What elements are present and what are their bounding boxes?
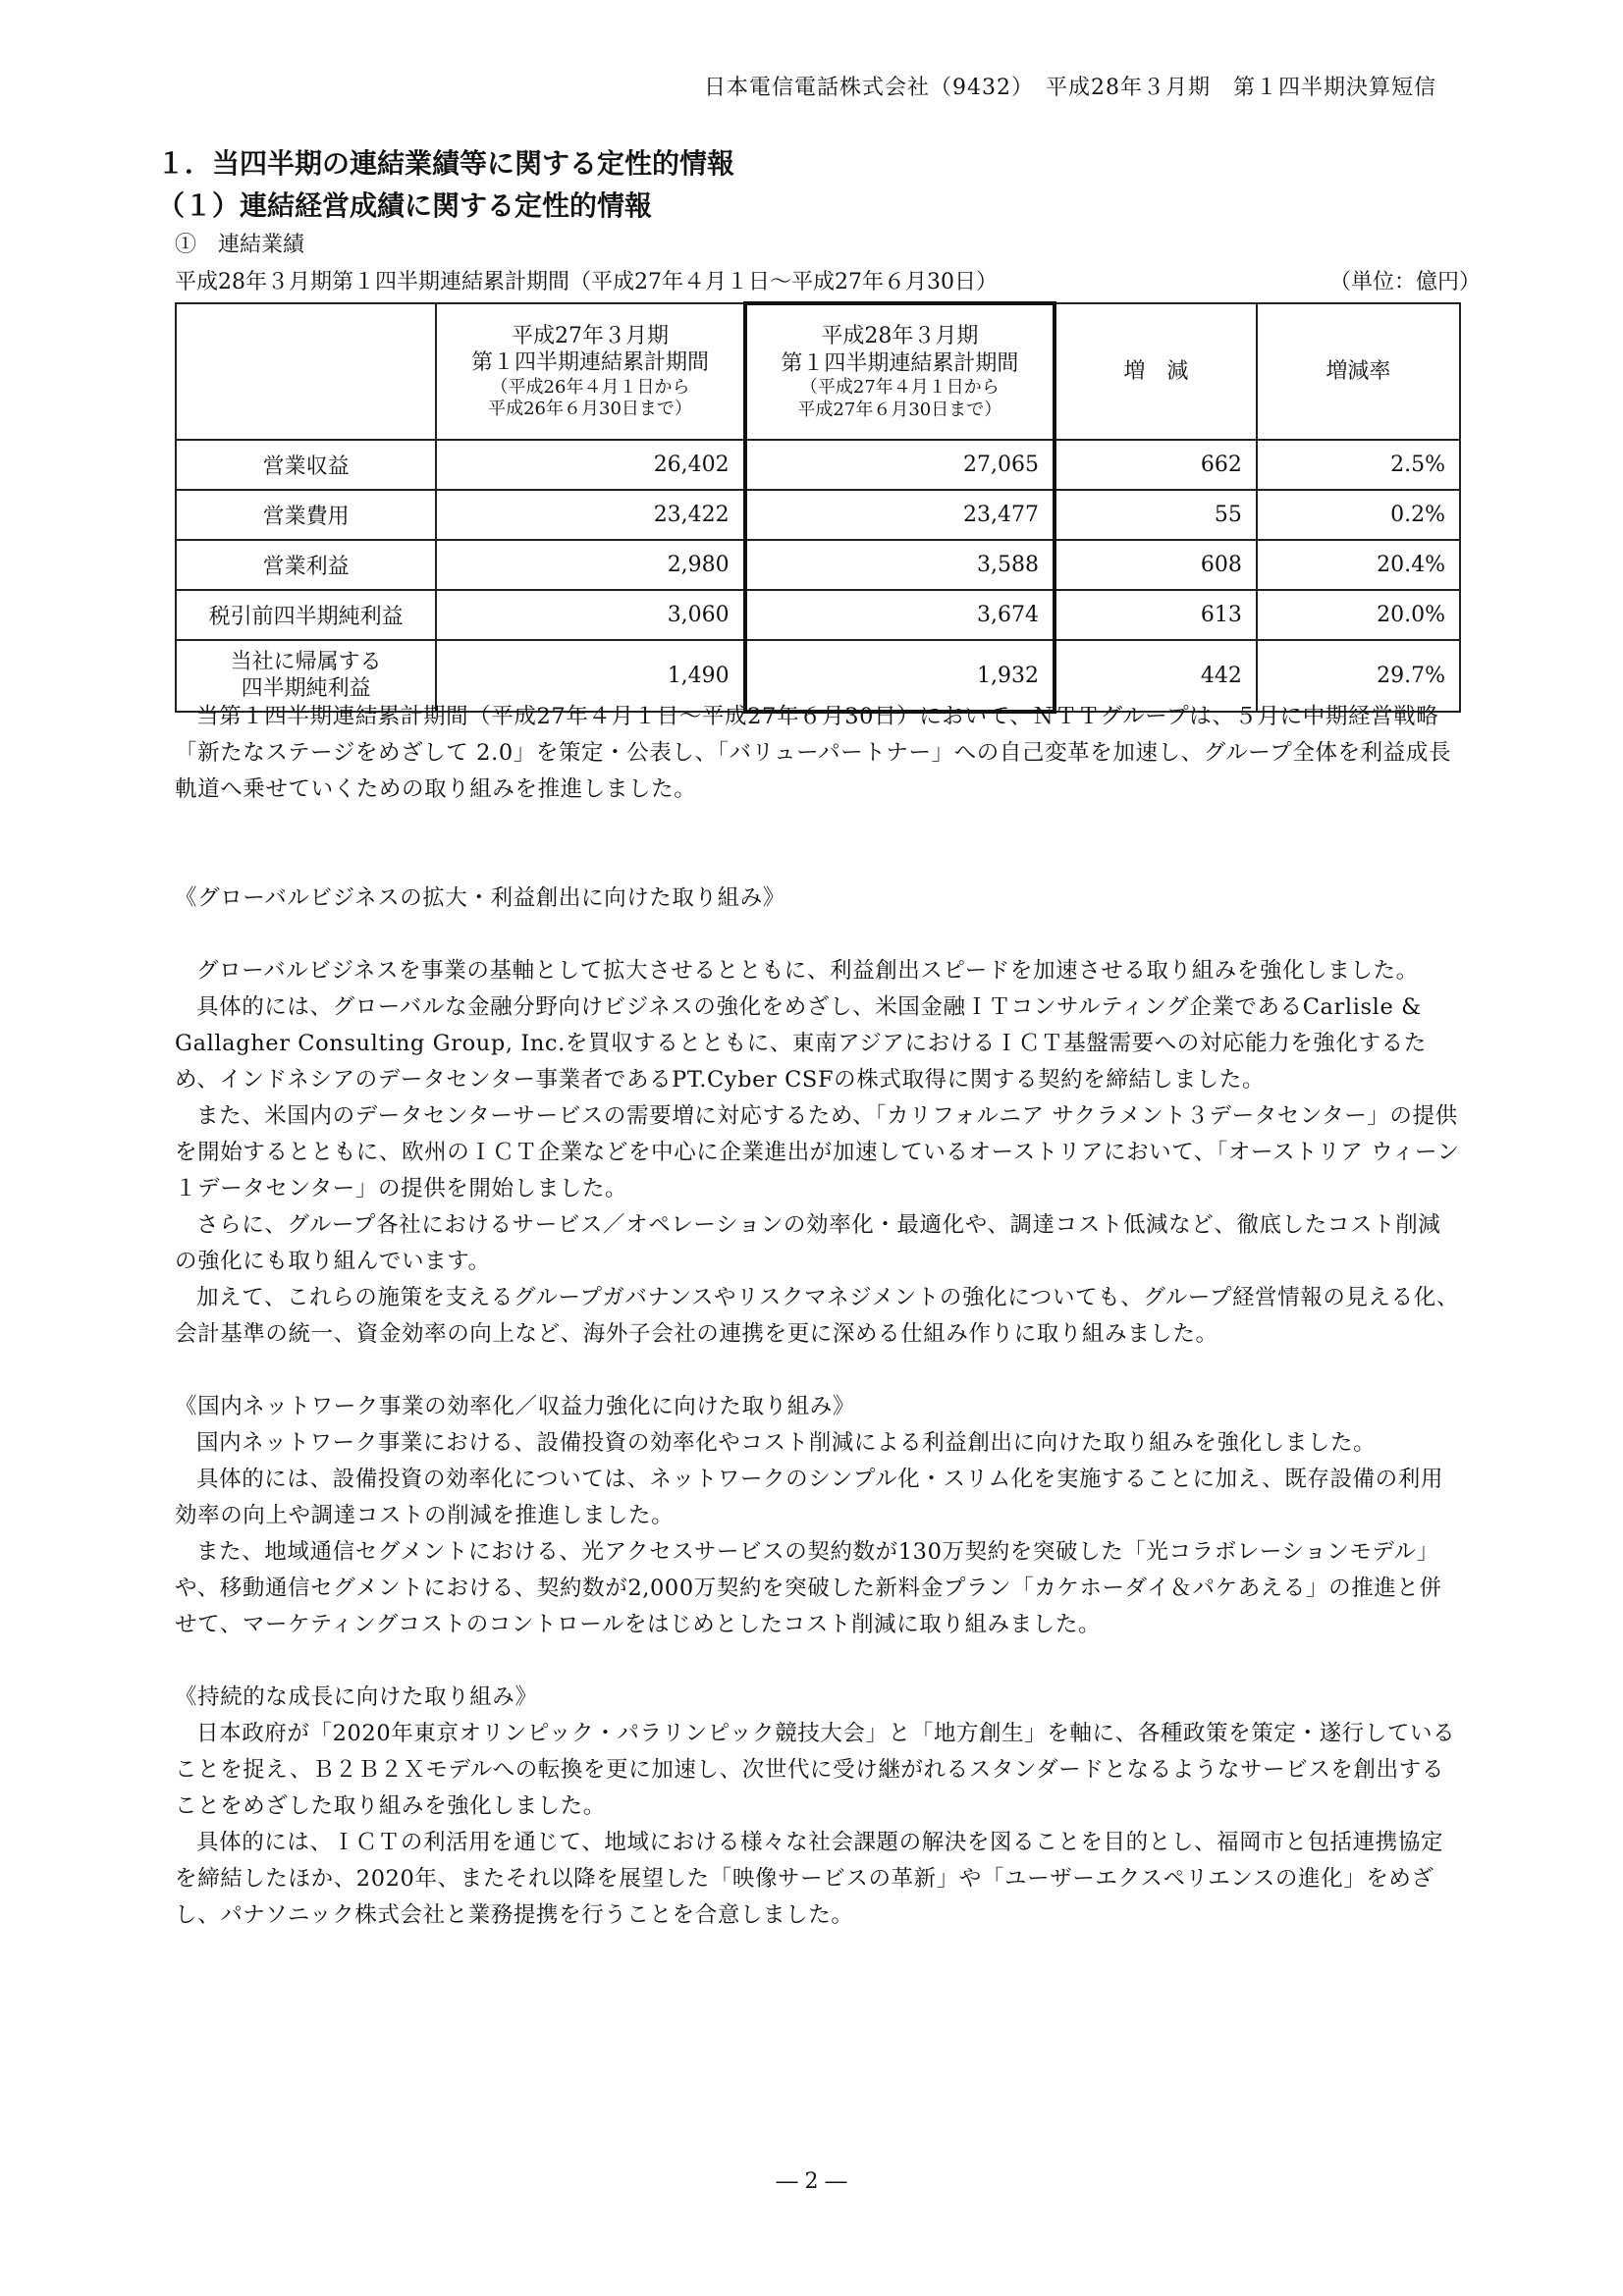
cell-curr: 3,588 — [745, 540, 1055, 590]
cell-rate: 20.4% — [1257, 540, 1460, 590]
cell-curr: 23,477 — [745, 490, 1055, 540]
row-label-line2: 四半期純利益 — [241, 675, 371, 701]
paragraph: 具体的には、設備投資の効率化については、ネットワークのシンプル化・スリム化を実施することに加え、既存設備の利用効率の向上や調達コストの削減を推進しました。 — [175, 1467, 1443, 1528]
header-curr-line4: 平成27年６月30日まで） — [797, 399, 1002, 420]
unit-label: （単位：億円） — [1328, 270, 1481, 294]
results-table — [175, 301, 1461, 714]
header-prev-period — [436, 303, 744, 440]
cell-prev: 1,490 — [436, 640, 744, 712]
header-curr-period — [745, 303, 1055, 440]
period-label: 平成28年３月期第１四半期連結累計期間（平成27年４月１日～平成27年６月30日） — [175, 270, 998, 294]
cell-curr: 27,065 — [745, 440, 1055, 490]
cell-rate: 2.5% — [1257, 440, 1460, 490]
body-text — [175, 699, 1461, 1934]
header-diff: 増 減 — [1055, 303, 1257, 440]
row-label: 営業利益 — [176, 540, 436, 590]
cell-curr: 3,674 — [745, 590, 1055, 640]
header-curr-line2: 第１四半期連結累計期間 — [781, 350, 1019, 376]
section-title: 《国内ネットワーク事業の効率化／収益力強化に向けた取り組み》 — [175, 1394, 856, 1419]
row-label: 税引前四半期純利益 — [176, 590, 436, 640]
row-label: 営業収益 — [176, 440, 436, 490]
cell-diff: 613 — [1055, 590, 1257, 640]
table-row — [176, 440, 1460, 490]
paragraph: 具体的には、ＩＣＴの利活用を通じて、地域における様々な社会課題の解決を図ることを目的とし、福岡市と包括連携協定を締結したほか、2020年、またそれ以降を展望した「映像サービスの革新」や「ユーザーエクスペリエンスの進化」をめざし、パナソニック株式会社と業務提携を行うことを合意しました。 — [175, 1830, 1444, 1928]
cell-prev: 3,060 — [436, 590, 744, 640]
cell-prev: 2,980 — [436, 540, 744, 590]
cell-diff: 442 — [1055, 640, 1257, 712]
table-row — [176, 490, 1460, 540]
header-prev-line2: 第１四半期連結累計期間 — [471, 350, 710, 375]
paragraph: また、米国内のデータセンターサービスの需要増に対応するため、「カリフォルニア サクラメント３データセンター」の提供を開始するとともに、欧州のＩＣＴ企業などを中心に企業進出が加速しているオーストリアにおいて、「オーストリア ウィーン１データセンター」の提供を開始しました。 — [175, 1103, 1460, 1201]
header-prev-line3: （平成26年４月１日から — [490, 376, 690, 398]
paragraph: また、地域通信セグメントにおける、光アクセスサービスの契約数が130万契約を突破した「光コラボレーションモデル」や、移動通信セグメントにおける、契約数が2,000万契約を突破した新料金プラン「カケホーダイ＆パケあえる」の推進と併せて、マーケティングコストのコントロールをはじめとしたコスト削減に取り組みました。 — [175, 1539, 1442, 1637]
header-prev-line4: 平成26年６月30日まで） — [488, 399, 692, 419]
section-heading: １．当四半期の連結業績等に関する定性的情報 — [157, 147, 735, 180]
paragraph: さらに、グループ各社におけるサービス／オペレーションの効率化・最適化や、調達コスト低減など、徹底したコスト削減の強化にも取り組んでいます。 — [175, 1212, 1441, 1274]
paragraph: 具体的には、グローバルな金融分野向けビジネスの強化をめざし、米国金融ＩＴコンサルティング企業であるCarlisle & Gallagher Consulting Group, Inc.を買収するとともに、東南アジアにおけるＩＣＴ基盤需要への対応能力を強化するため、インドネシアのデータセンター事業者であるPT.Cyber CSFの株式取得に関する契約を締結しました。 — [175, 994, 1427, 1093]
paragraph: グローバルビジネスを事業の基軸として拡大させるとともに、利益創出スピードを加速させる取り組みを強化しました。 — [196, 958, 1419, 984]
header-curr-line3: （平成27年４月１日から — [799, 377, 1000, 398]
subsection-heading: （１）連結経営成績に関する定性的情報 — [157, 189, 653, 222]
cell-diff: 55 — [1055, 490, 1257, 540]
cell-curr: 1,932 — [745, 640, 1055, 712]
header-rate: 増減率 — [1257, 303, 1460, 440]
item-heading: ① 連結業績 — [175, 233, 305, 257]
header-empty-cell — [176, 303, 436, 440]
document-header: 日本電信電話株式会社（9432） 平成28年３月期 第１四半期決算短信 — [704, 76, 1436, 100]
section-title: 《持続的な成長に向けた取り組み》 — [175, 1684, 538, 1710]
table-row — [176, 540, 1460, 590]
table-row — [176, 590, 1460, 640]
page-number: ― 2 ― — [776, 2169, 847, 2194]
paragraph: 加えて、これらの施策を支えるグループガバナンスやリスクマネジメントの強化についても、グループ経営情報の見える化、会計基準の統一、資金効率の向上など、海外子会社の連携を更に深める仕組み作りに取り組みました。 — [175, 1285, 1459, 1347]
header-prev-line1: 平成27年３月期 — [512, 323, 669, 348]
cell-rate: 29.7% — [1257, 640, 1460, 712]
intro-paragraph: 当第１四半期連結累計期間（平成27年４月１日～平成27年６月30日）において、ＮＴＴグループは、５月に中期経営戦略「新たなステージをめざして 2.0」を策定・公表し、「バリューパートナー」への自己変革を加速し、グループ全体を利益成長軌道へ乗せていくための取り組みを推進しました。 — [175, 704, 1452, 802]
cell-rate: 20.0% — [1257, 590, 1460, 640]
cell-prev: 26,402 — [436, 440, 744, 490]
paragraph: 日本政府が「2020年東京オリンピック・パラリンピック競技大会」と「地方創生」を軸に、各種政策を策定・遂行していることを捉え、Ｂ２Ｂ２Ｘモデルへの転換を更に加速し、次世代に受け継がれるスタンダードとなるようなサービスを創出することをめざした取り組みを強化しました。 — [175, 1721, 1456, 1819]
cell-prev: 23,422 — [436, 490, 744, 540]
row-label-line1: 当社に帰属する — [230, 650, 382, 675]
section-title: 《グローバルビジネスの拡大・利益創出に向けた取り組み》 — [175, 885, 785, 911]
cell-diff: 662 — [1055, 440, 1257, 490]
row-label: 営業費用 — [176, 490, 436, 540]
header-curr-line1: 平成28年３月期 — [821, 324, 979, 348]
paragraph: 国内ネットワーク事業における、設備投資の効率化やコスト削減による利益創出に向けた取り組みを強化しました。 — [196, 1430, 1377, 1456]
cell-diff: 608 — [1055, 540, 1257, 590]
cell-rate: 0.2% — [1257, 490, 1460, 540]
table-header-row — [176, 303, 1460, 440]
